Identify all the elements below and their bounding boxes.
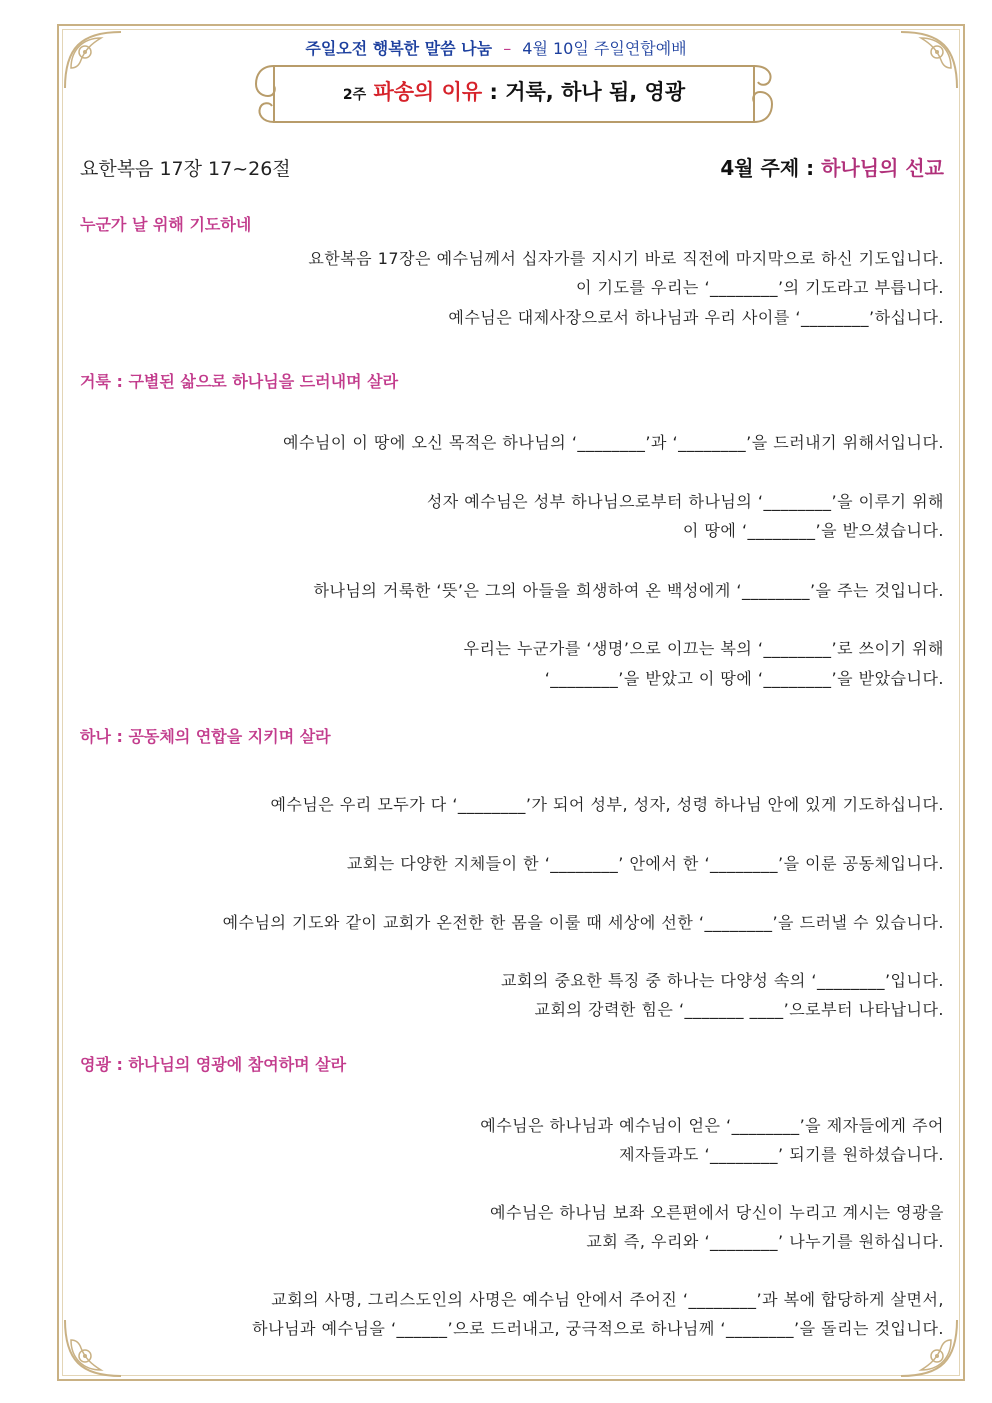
section-heading: 영광 : 하나님의 영광에 참여하며 살라 bbox=[80, 1055, 347, 1074]
body-line: 하나님의 거룩한 ‘뜻’은 그의 아들을 희생하여 온 백성에게 ‘________’을 주는 것입니다. bbox=[313, 581, 944, 600]
section-heading: 거룩 : 구별된 삶으로 하나님을 드러내며 살라 bbox=[80, 372, 399, 391]
service-date: 4월 10일 주일연합예배 bbox=[522, 39, 687, 58]
body-line: 교회 즉, 우리와 ‘________’ 나누기를 원하십니다. bbox=[586, 1232, 944, 1251]
week-label: 2주 bbox=[342, 87, 367, 103]
month-theme-value: 하나님의 선교 bbox=[821, 156, 944, 180]
body-line: 예수님은 우리 모두가 다 ‘________’가 되어 성부, 성자, 성령 하나님 안에 있게 기도하십니다. bbox=[270, 795, 944, 814]
header-separator: – bbox=[503, 39, 512, 58]
body-line: 교회의 사명, 그리스도인의 사명은 예수님 안에서 주어진 ‘________’과 복에 합당하게 살면서, bbox=[271, 1290, 944, 1309]
service-header bbox=[0, 36, 992, 59]
body-line: 예수님은 대제사장으로서 하나님과 우리 사이를 ‘________’하십니다. bbox=[448, 308, 944, 327]
body-line: 예수님의 기도와 같이 교회가 온전한 한 몸을 이룰 때 세상에 선한 ‘________’을 드러낼 수 있습니다. bbox=[222, 913, 944, 932]
month-theme-label: 4월 주제 : bbox=[720, 156, 815, 180]
section-heading: 누군가 날 위해 기도하네 bbox=[80, 215, 252, 234]
scripture-reference: 요한복음 17장 17~26절 bbox=[80, 158, 291, 180]
body-line: 하나님과 예수님을 ‘______’으로 드러내고, 궁극적으로 하나님께 ‘________’을 돌리는 것입니다. bbox=[252, 1319, 944, 1338]
topic-label: 파송의 이유 bbox=[373, 80, 483, 104]
body-line: 예수님이 이 땅에 오신 목적은 하나님의 ‘________’과 ‘________’을 드러내기 위해서입니다. bbox=[283, 433, 944, 452]
month-theme bbox=[720, 152, 944, 181]
body-line: 우리는 누군가를 ‘생명’으로 이끄는 복의 ‘________’로 쓰이기 위해 bbox=[463, 639, 944, 658]
section-heading: 하나 : 공동체의 연합을 지키며 살라 bbox=[80, 727, 331, 746]
body-line: 제자들과도 ‘________’ 되기를 원하셨습니다. bbox=[619, 1145, 944, 1164]
corner-ornament-icon bbox=[61, 1310, 131, 1380]
page-title bbox=[252, 76, 776, 106]
body-line: ‘________’을 받았고 이 땅에 ‘________’을 받았습니다. bbox=[544, 669, 944, 688]
body-line: 이 땅에 ‘________’을 받으셨습니다. bbox=[682, 521, 944, 540]
body-line: 요한복음 17장은 예수님께서 십자가를 지시기 바로 직전에 마지막으로 하신 기도입니다. bbox=[308, 249, 944, 268]
body-line: 이 기도를 우리는 ‘________’의 기도라고 부릅니다. bbox=[576, 278, 944, 297]
topic-subtitle: : 거룩, 하나 됨, 영광 bbox=[489, 80, 686, 104]
body-line: 성자 예수님은 성부 하나님으로부터 하나님의 ‘________’을 이루기 위해 bbox=[426, 492, 944, 511]
body-line: 예수님은 하나님 보좌 오른편에서 당신이 누리고 계시는 영광을 bbox=[490, 1203, 944, 1222]
body-line: 예수님은 하나님과 예수님이 얻은 ‘________’을 제자들에게 주어 bbox=[480, 1116, 944, 1135]
body-line: 교회는 다양한 지체들이 한 ‘________’ 안에서 한 ‘________’을 이룬 공동체입니다. bbox=[346, 854, 944, 873]
body-line: 교회의 강력한 힘은 ‘_______ ____’으로부터 나타납니다. bbox=[534, 1000, 944, 1019]
service-title: 주일오전 행복한 말씀 나눔 bbox=[305, 39, 493, 58]
body-line: 교회의 중요한 특징 중 하나는 다양성 속의 ‘________’입니다. bbox=[501, 971, 944, 990]
